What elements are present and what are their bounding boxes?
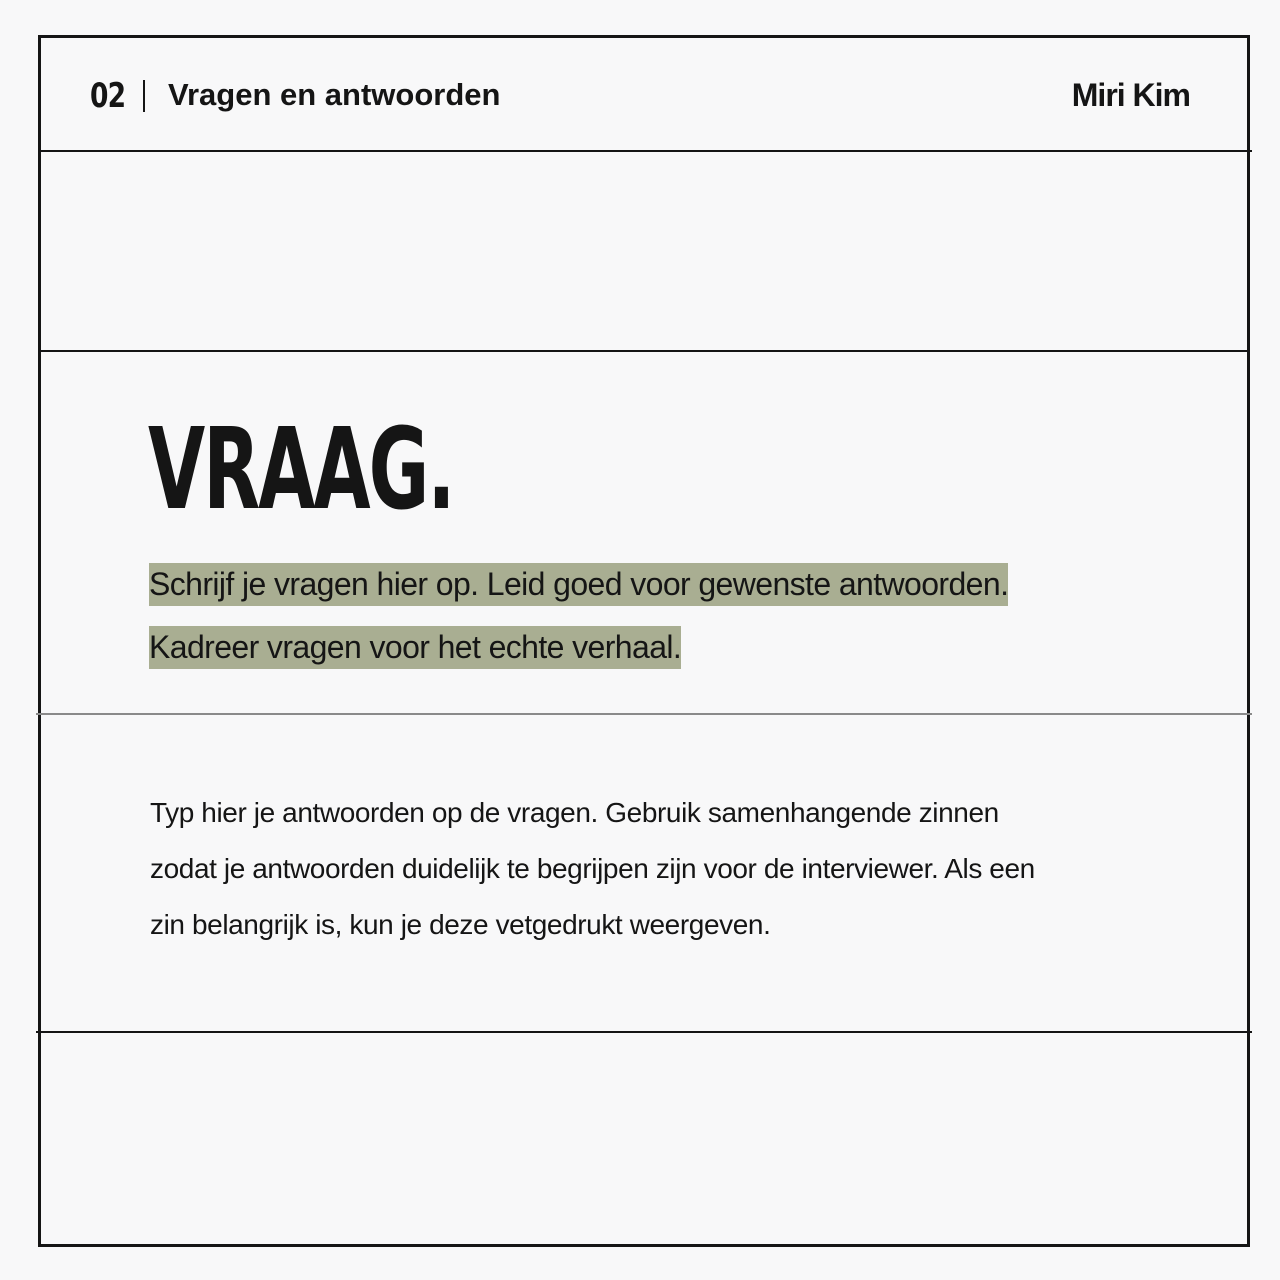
question-text — [149, 553, 1149, 679]
answer-line: Typ hier je antwoorden op de vragen. Gebruik samenhangende zinnen — [150, 797, 999, 828]
divider-answer-bottom — [36, 1031, 1252, 1033]
question-heading: VRAAG. — [148, 405, 454, 535]
author-name: Miri Kim — [1071, 77, 1190, 113]
answer-line: zodat je antwoorden duidelijk te begrijpen zijn voor de interviewer. Als een — [150, 853, 1035, 884]
divider-header — [38, 150, 1252, 152]
answer-line: zin belangrijk is, kun je deze vetgedrukt weergeven. — [150, 909, 771, 940]
question-line: Schrijf je vragen hier op. Leid goed voor gewenste antwoorden. — [149, 563, 1008, 606]
divider-question-top — [38, 350, 1250, 352]
question-line: Kadreer vragen voor het echte verhaal. — [149, 626, 681, 669]
page-number: 02 — [90, 76, 126, 116]
divider-answer-top — [36, 713, 1252, 715]
header-separator — [143, 80, 145, 112]
answer-text — [150, 785, 1160, 953]
section-title: Vragen en antwoorden — [168, 77, 501, 112]
